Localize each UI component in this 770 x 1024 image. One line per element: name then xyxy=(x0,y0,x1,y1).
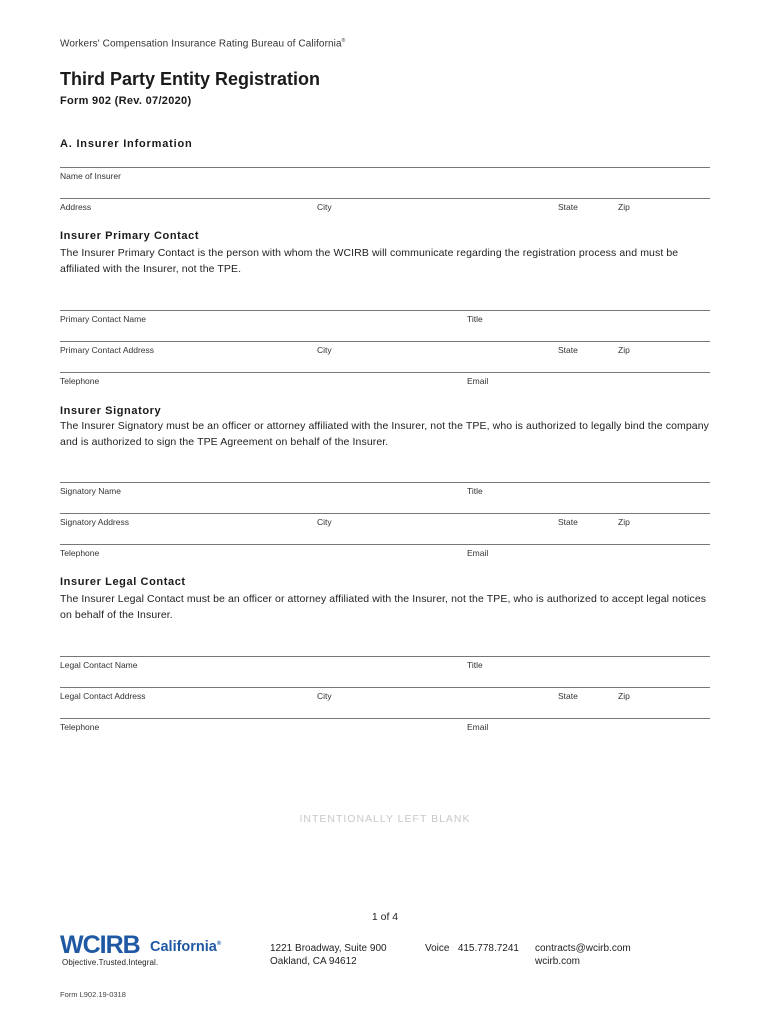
footer-website-link[interactable]: wcirb.com xyxy=(535,956,581,967)
legal-contact-address-field-line[interactable] xyxy=(60,687,710,688)
insurer-state-label: State xyxy=(558,202,578,212)
signatory-name-label: Signatory Name xyxy=(60,486,121,496)
insurer-name-label: Name of Insurer xyxy=(60,171,121,181)
form-code: Form L902.19-0318 xyxy=(60,990,126,999)
organization-name: Workers' Compensation Insurance Rating Bureau of California® xyxy=(60,38,346,50)
footer-voice xyxy=(425,942,519,955)
signatory-state-label: State xyxy=(558,517,578,527)
primary-contact-name-label: Primary Contact Name xyxy=(60,314,146,324)
wcirb-logo xyxy=(60,931,240,969)
logo-state: California® xyxy=(150,939,222,955)
registered-mark: ® xyxy=(341,38,346,44)
legal-contact-email-label: Email xyxy=(467,722,489,732)
insurer-city-label: City xyxy=(317,202,332,212)
page-number: 1 of 4 xyxy=(371,911,399,923)
signatory-city-label: City xyxy=(317,517,332,527)
legal-contact-city-label: City xyxy=(317,691,332,701)
legal-contact-phone-field-line[interactable] xyxy=(60,718,710,719)
insurer-zip-label: Zip xyxy=(618,202,630,212)
legal-contact-heading: Insurer Legal Contact xyxy=(60,576,186,588)
voice-number: 415.778.7241 xyxy=(457,943,519,954)
voice-label: Voice xyxy=(425,943,450,954)
legal-contact-state-label: State xyxy=(558,691,578,701)
primary-contact-title-label: Title xyxy=(467,314,483,324)
primary-contact-city-label: City xyxy=(317,345,332,355)
legal-contact-description: The Insurer Legal Contact must be an officer or attorney affiliated with the Insurer, not the TPE, who is authorized to accept legal notices on behalf of the Insurer. xyxy=(60,593,707,621)
primary-contact-telephone-label: Telephone xyxy=(60,376,100,386)
legal-contact-telephone-label: Telephone xyxy=(60,722,100,732)
footer-contact xyxy=(535,942,631,968)
primary-contact-address-field-line[interactable] xyxy=(60,341,710,342)
legal-contact-name-field-line[interactable] xyxy=(60,656,710,657)
signatory-telephone-label: Telephone xyxy=(60,548,100,558)
signatory-email-label: Email xyxy=(467,548,489,558)
signatory-heading: Insurer Signatory xyxy=(60,405,162,417)
primary-contact-address-label: Primary Contact Address xyxy=(60,345,155,355)
form-number: Form 902 (Rev. 07/2020) xyxy=(60,95,192,107)
signatory-phone-field-line[interactable] xyxy=(60,544,710,545)
primary-contact-phone-field-line[interactable] xyxy=(60,372,710,373)
signatory-zip-label: Zip xyxy=(618,517,630,527)
insurer-address-field-line[interactable] xyxy=(60,198,710,199)
intentionally-left-blank-notice: INTENTIONALLY LEFT BLANK xyxy=(299,813,471,825)
primary-contact-heading: Insurer Primary Contact xyxy=(60,230,200,242)
signatory-address-field-line[interactable] xyxy=(60,513,710,514)
legal-contact-title-label: Title xyxy=(467,660,483,670)
legal-contact-zip-label: Zip xyxy=(618,691,630,701)
signatory-name-field-line[interactable] xyxy=(60,482,710,483)
primary-contact-state-label: State xyxy=(558,345,578,355)
signatory-description: The Insurer Signatory must be an officer or attorney affiliated with the Insurer, not the TPE, who is authorized to legally bind the company and is authorized to sign the TPE Agreement on behalf of the Insurer. xyxy=(60,420,710,448)
insurer-name-field-line[interactable] xyxy=(60,167,710,168)
logo-wordmark: WCIRB xyxy=(60,931,140,959)
legal-contact-name-label: Legal Contact Name xyxy=(60,660,138,670)
signatory-title-label: Title xyxy=(467,486,483,496)
page-title: Third Party Entity Registration xyxy=(60,69,321,89)
primary-contact-name-field-line[interactable] xyxy=(60,310,710,311)
primary-contact-description: The Insurer Primary Contact is the person with whom the WCIRB will communicate regarding the registration process and must be affiliated with the Insurer, not the TPE. xyxy=(60,247,679,275)
insurer-address-label: Address xyxy=(60,202,92,212)
logo-tagline: Objective.Trusted.Integral. xyxy=(62,958,159,967)
section-a-heading: A. Insurer Information xyxy=(60,138,193,150)
primary-contact-email-label: Email xyxy=(467,376,489,386)
primary-contact-zip-label: Zip xyxy=(618,345,630,355)
legal-contact-address-label: Legal Contact Address xyxy=(60,691,146,701)
footer-address: 1221 Broadway, Suite 900 Oakland, CA 94612 xyxy=(270,943,387,967)
footer-email-link[interactable]: contracts@wcirb.com xyxy=(535,943,631,954)
signatory-address-label: Signatory Address xyxy=(60,517,129,527)
